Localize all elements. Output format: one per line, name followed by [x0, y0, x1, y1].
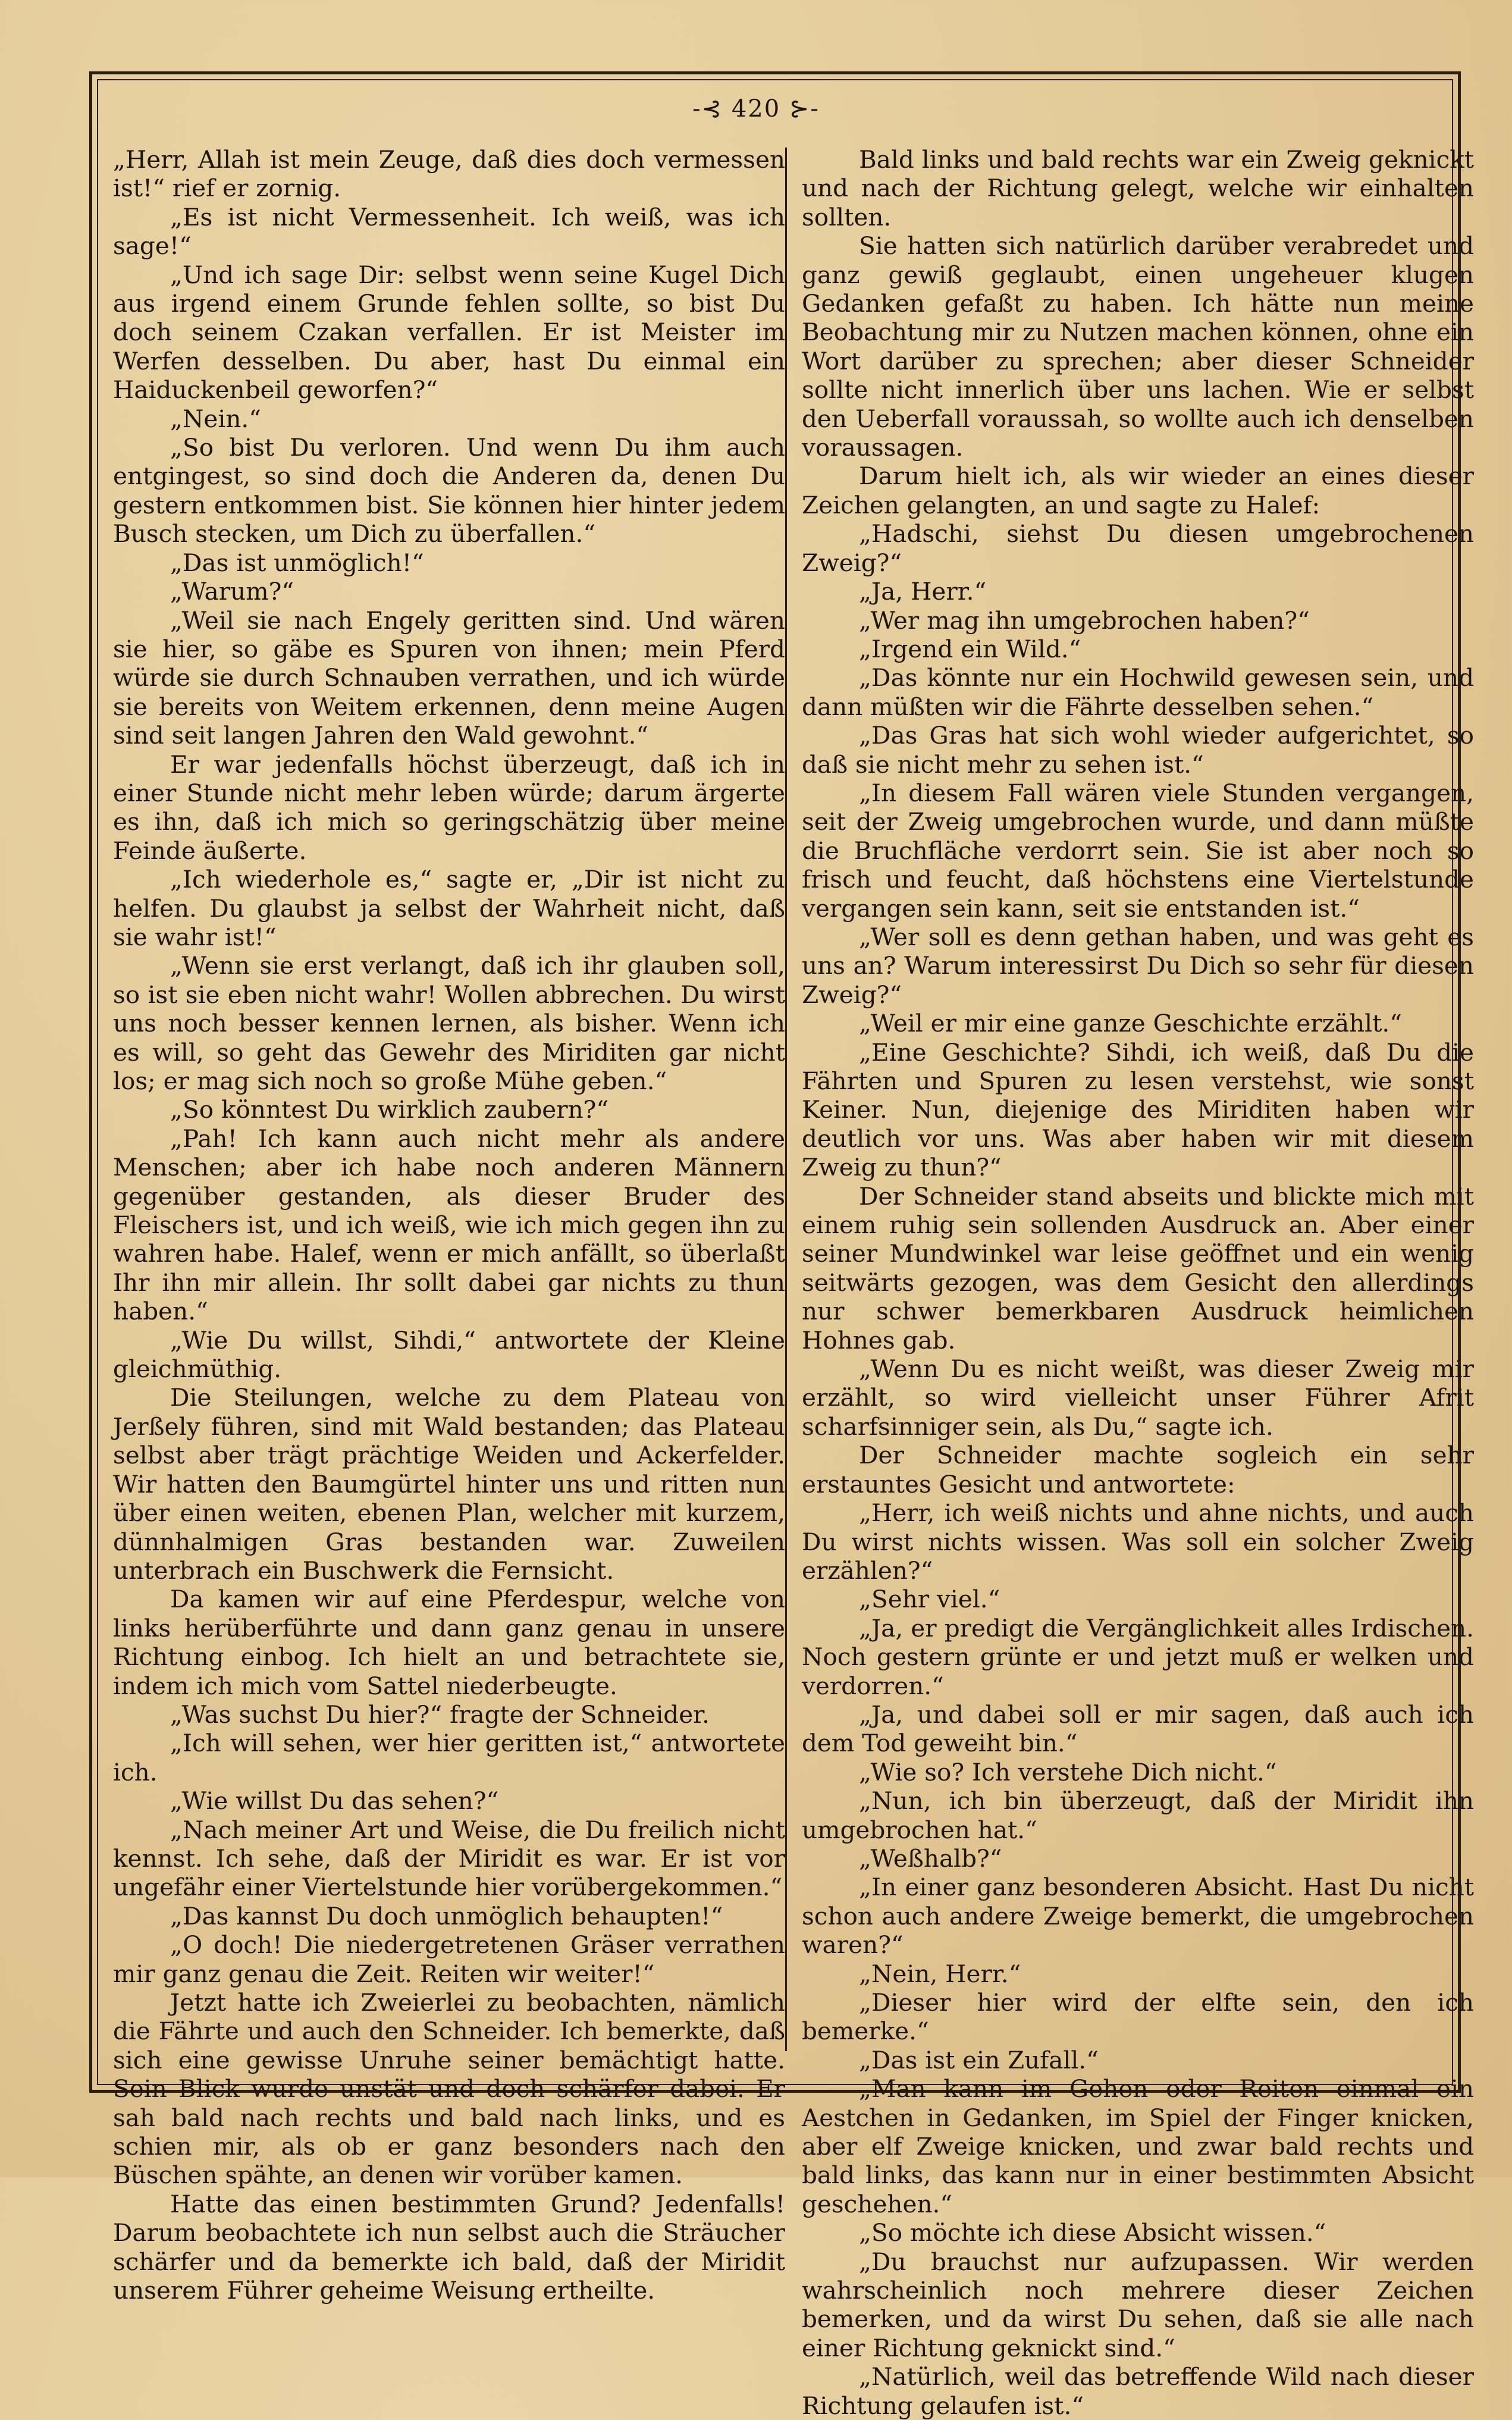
paragraph: „Ich will sehen, wer hier geritten ist,“ antwortete ich.: [113, 1729, 785, 1786]
paragraph: „Nach meiner Art und Weise, die Du freilich nicht kennst. Ich sehe, daß der Miridit es war. Er ist vor ungefähr einer Viertelstunde hier vorübergekommen.“: [113, 1815, 785, 1902]
paragraph: „O doch! Die niedergetretenen Gräser verrathen mir ganz genau die Zeit. Reiten wir weiter!“: [113, 1930, 785, 1988]
paragraph: „Das ist ein Zufall.“: [859, 2045, 1099, 2074]
paragraph: Bald links und bald rechts war ein Zweig geknickt und nach der Richtung gelegt, welche wir einhalten sollten.: [802, 145, 1474, 231]
paragraph: „Das kannst Du doch unmöglich behaupten!“: [170, 1901, 723, 1930]
paragraph: „Weßhalb?“: [859, 1844, 1002, 1873]
paragraph: „Pah! Ich kann auch nicht mehr als andere Menschen; aber ich habe noch anderen Männern gegenüber gestanden, als dieser Bruder des Fleischers ist, und ich weiß, wie ich mich gegen ihn zu wahren habe. Halef, wenn er mich anfällt, so überlaßt Ihr ihn mir allein. Ihr sollt dabei gar nichts zu thun haben.“: [113, 1124, 785, 1326]
paragraph: „Das Gras hat sich wohl wieder aufgerichtet, so daß sie nicht mehr zu sehen ist.“: [802, 721, 1474, 779]
paragraph: Der Schneider stand abseits und blickte mich mit einem ruhig sein sollenden Ausdruck an. Aber einer seiner Mundwinkel war leise geöffnet und ein wenig seitwärts gezogen, was dem Gesicht den allerdings nur schwer bemerkbaren Ausdruck heimlichen Hohnes gab.: [802, 1181, 1474, 1355]
paragraph: „So bist Du verloren. Und wenn Du ihm auch entgingest, so sind doch die Anderen da, denen Du gestern entkommen bist. Sie können hier hinter jedem Busch stecken, um Dich zu überfallen.“: [113, 433, 785, 548]
paragraph: „Wenn sie erst verlangt, daß ich ihr glauben soll, so ist sie eben nicht wahr! Wollen abbrechen. Du wirst uns noch besser kennen lernen, als bisher. Wenn ich es will, so geht das Gewehr des Miriditen gar nicht los; er mag sich noch so große Mühe geben.“: [113, 951, 785, 1095]
paragraph: Die Steilungen, welche zu dem Plateau von Jerßely führen, sind mit Wald bestanden; das Plateau selbst aber trägt prächtige Weiden und Ackerfelder. Wir hatten den Baumgürtel hinter uns und ritten nun über einen weiten, ebenen Plan, welcher mit kurzem, dünnhalmigen Gras bestanden war. Zuweilen unterbrach ein Buschwerk die Fernsicht.: [113, 1383, 785, 1585]
right-column: [802, 145, 1474, 2420]
paragraph: „Weil sie nach Engely geritten sind. Und wären sie hier, so gäbe es Spuren von ihnen; mein Pferd würde sie durch Schnauben verrathen, und ich würde sie bereits von Weitem erkennen, denn meine Augen sind seit langen Jahren den Wald gewohnt.“: [113, 606, 785, 750]
paragraph: „So könntest Du wirklich zaubern?“: [170, 1095, 609, 1124]
paragraph: „So möchte ich diese Absicht wissen.“: [859, 2218, 1326, 2247]
paragraph: „Warum?“: [170, 577, 294, 606]
paragraph: „Was suchst Du hier?“ fragte der Schneider.: [170, 1700, 710, 1729]
paragraph: „Das ist unmöglich!“: [170, 548, 424, 577]
paragraph: „Wie Du willst, Sihdi,“ antwortete der Kleine gleichmüthig.: [113, 1325, 785, 1384]
paragraph: „Ja, Herr.“: [859, 577, 987, 606]
paragraph: „Herr, ich weiß nichts und ahne nichts, und auch Du wirst nichts wissen. Was soll ein solcher Zweig erzählen?“: [802, 1499, 1474, 1585]
paragraph: „Man kann im Gehen oder Reiten einmal ein Aestchen in Gedanken, im Spiel der Finger knicken, aber elf Zweige knicken, und zwar bald rechts und bald links, das kann nur in einer bestimmten Absicht geschehen.“: [802, 2074, 1474, 2218]
column-divider: [785, 148, 787, 2051]
paragraph: „Dieser hier wird der elfte sein, den ich bemerke.“: [802, 1988, 1474, 2046]
paragraph: Jetzt hatte ich Zweierlei zu beobachten, nämlich die Fährte und auch den Schneider. Ich bemerkte, daß sich eine gewisse Unruhe seiner bemächtigt hatte. Sein Blick wurde unstät und doch schärfer dabei. Er sah bald nach rechts und bald nach links, und es schien mir, als ob er ganz besonders nach den Büschen spähte, an denen wir vorüber kamen.: [113, 1988, 785, 2190]
paragraph: „Wer mag ihn umgebrochen haben?“: [859, 606, 1310, 635]
paragraph: „In einer ganz besonderen Absicht. Hast Du nicht schon auch andere Zweige bemerkt, die umgebrochen waren?“: [802, 1873, 1474, 1960]
paragraph: „Wie willst Du das sehen?“: [170, 1786, 499, 1816]
paragraph: „Nein.“: [170, 404, 262, 433]
paragraph: „Ja, er predigt die Vergänglichkeit alles Irdischen. Noch gestern grünte er und jetzt muß er welken und verdorren.“: [802, 1613, 1474, 1700]
paragraph: „Irgend ein Wild.“: [859, 634, 1081, 663]
paragraph: „In diesem Fall wären viele Stunden vergangen, seit der Zweig umgebrochen wurde, und dann müßte die Bruchfläche verdorrt sein. Sie ist aber noch so frisch und feucht, daß höchstens eine Viertelstunde vergangen sein kann, seit sie entstanden ist.“: [802, 778, 1474, 923]
paragraph: „Nun, ich bin überzeugt, daß der Miridit ihn umgebrochen hat.“: [802, 1786, 1474, 1844]
paragraph: Hatte das einen bestimmten Grund? Jedenfalls! Darum beobachtete ich nun selbst auch die Sträucher schärfer und da bemerkte ich bald, daß der Miridit unserem Führer geheime Weisung ertheilte.: [113, 2189, 785, 2305]
left-column: [113, 145, 785, 2305]
paragraph: Darum hielt ich, als wir wieder an eines dieser Zeichen gelangten, an und sagte zu Halef:: [802, 462, 1474, 519]
paragraph: „Natürlich, weil das betreffende Wild nach dieser Richtung gelaufen ist.“: [802, 2362, 1474, 2420]
paragraph: „Ich wiederhole es,“ sagte er, „Dir ist nicht zu helfen. Du glaubst ja selbst der Wahrheit nicht, daß sie wahr ist!“: [113, 865, 785, 951]
paragraph: Er war jedenfalls höchst überzeugt, daß ich in einer Stunde nicht mehr leben würde; darum ärgerte es ihn, daß ich mich so geringschätzig über meine Feinde äußerte.: [113, 750, 785, 865]
paragraph: „Du brauchst nur aufzupassen. Wir werden wahrscheinlich noch mehrere dieser Zeichen bemerken, und da wirst Du sehen, daß sie alle nach einer Richtung geknickt sind.“: [802, 2247, 1474, 2362]
paragraph: „Wer soll es denn gethan haben, und was geht es uns an? Warum interessirst Du Dich so sehr für diesen Zweig?“: [802, 922, 1474, 1009]
paragraph: „Sehr viel.“: [859, 1585, 1000, 1614]
page-number: -⊰ 420 ⊱-: [692, 95, 820, 123]
paragraph: „Und ich sage Dir: selbst wenn seine Kugel Dich aus irgend einem Grunde fehlen sollte, so bist Du doch seinem Czakan verfallen. Er ist Meister im Werfen desselben. Du aber, hast Du einmal ein Haiduckenbeil geworfen?“: [113, 260, 785, 405]
paragraph: „Herr, Allah ist mein Zeuge, daß dies doch vermessen ist!“ rief er zornig.: [113, 145, 785, 203]
paragraph: „Weil er mir eine ganze Geschichte erzählt.“: [859, 1009, 1402, 1038]
paragraph: „Hadschi, siehst Du diesen umgebrochenen Zweig?“: [802, 519, 1474, 577]
paragraph: „Das könnte nur ein Hochwild gewesen sein, und dann müßten wir die Fährte desselben sehen.“: [802, 663, 1474, 721]
paragraph: Der Schneider machte sogleich ein sehr erstauntes Gesicht und antwortete:: [802, 1441, 1474, 1499]
paragraph: Da kamen wir auf eine Pferdespur, welche von links herüberführte und dann ganz genau in unsere Richtung einbog. Ich hielt an und betrachtete sie, indem ich mich vom Sattel niederbeugte.: [113, 1585, 785, 1700]
paragraph: „Es ist nicht Vermessenheit. Ich weiß, was ich sage!“: [113, 202, 785, 261]
paragraph: „Wenn Du es nicht weißt, was dieser Zweig mir erzählt, so wird vielleicht unser Führer Afrit scharfsinniger sein, als Du,“ sagte ich.: [802, 1355, 1474, 1441]
paragraph: Sie hatten sich natürlich darüber verabredet und ganz gewiß geglaubt, einen ungeheuer klugen Gedanken gefaßt zu haben. Ich hätte nun meine Beobachtung mir zu Nutzen machen können, ohne ein Wort darüber zu sprechen; aber dieser Schneider sollte nicht innerlich über uns lachen. Wie er selbst den Ueberfall voraussah, so wollte auch ich denselben voraussagen.: [802, 231, 1474, 462]
paragraph: „Ja, und dabei soll er mir sagen, daß auch ich dem Tod geweiht bin.“: [802, 1700, 1474, 1758]
paragraph: „Wie so? Ich verstehe Dich nicht.“: [859, 1757, 1277, 1786]
paragraph: „Nein, Herr.“: [859, 1959, 1021, 1988]
paragraph: „Eine Geschichte? Sihdi, ich weiß, daß Du die Fährten und Spuren zu lesen verstehst, wie sonst Keiner. Nun, diejenige des Miriditen haben wir deutlich vor uns. Was aber haben wir mit diesem Zweig zu thun?“: [802, 1037, 1474, 1182]
